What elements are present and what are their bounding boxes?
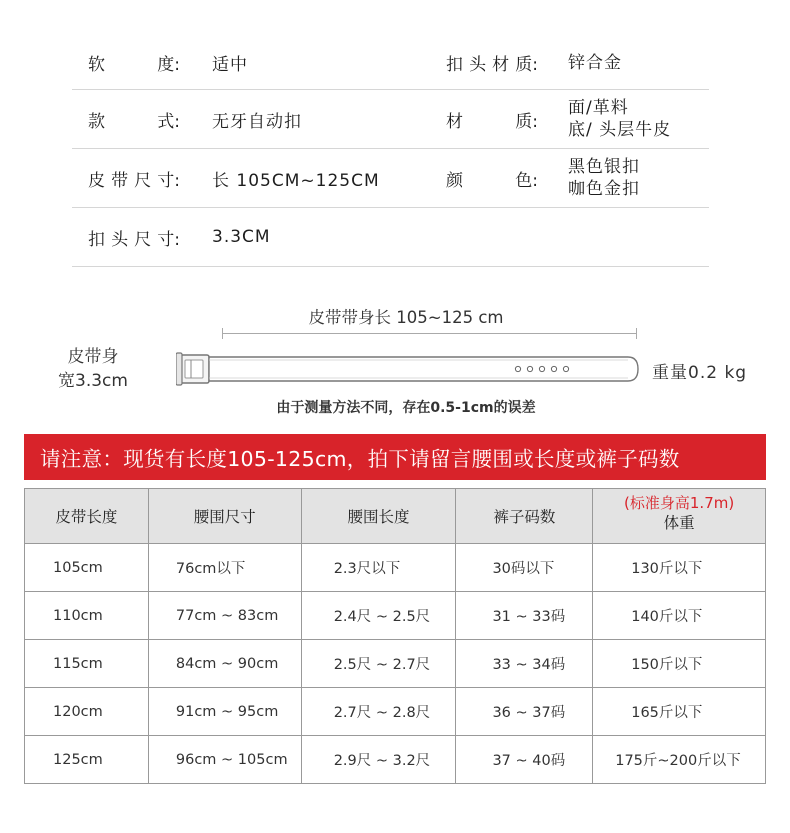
spec-value-material: 面/革料 底/ 头层牛皮 bbox=[568, 98, 672, 140]
spec-value-style: 无牙自动扣 bbox=[212, 111, 302, 132]
cell-waist-length: 2.5尺 ~ 2.7尺 bbox=[301, 640, 456, 688]
measurement-note: 由于测量方法不同，存在0.5-1cm的误差 bbox=[276, 400, 536, 416]
cell-waist-size: 77cm ~ 83cm bbox=[148, 592, 301, 640]
cell-weight: 150斤以下 bbox=[593, 640, 766, 688]
header-waist-size: 腰围尺寸 bbox=[148, 489, 301, 544]
spec-value-softness: 适中 bbox=[212, 55, 248, 75]
cell-pants-size: 36 ~ 37码 bbox=[456, 688, 593, 736]
spec-label-softness: 软 度: bbox=[88, 55, 180, 75]
cell-waist-length: 2.4尺 ~ 2.5尺 bbox=[301, 592, 456, 640]
cell-belt-length: 125cm bbox=[25, 736, 149, 784]
header-weight-note: (标准身高1.7m) bbox=[624, 493, 735, 512]
spec-label-color: 颜 色: bbox=[446, 170, 538, 191]
dimension-line bbox=[222, 333, 637, 334]
spec-value-color: 黑色银扣 咖色金扣 bbox=[568, 157, 640, 199]
cell-belt-length: 120cm bbox=[25, 688, 149, 736]
cell-waist-size: 76cm以下 bbox=[148, 544, 301, 592]
spec-value-belt-size: 长 105CM~125CM bbox=[212, 170, 380, 191]
spec-label-style: 款 式: bbox=[88, 111, 180, 132]
spec-table bbox=[72, 36, 709, 267]
spec-value-buckle-size: 3.3CM bbox=[212, 227, 271, 247]
cell-waist-length: 2.3尺以下 bbox=[301, 544, 456, 592]
cell-weight: 130斤以下 bbox=[593, 544, 766, 592]
header-waist-length: 腰围长度 bbox=[301, 489, 456, 544]
header-weight bbox=[593, 489, 766, 544]
spec-row bbox=[72, 36, 709, 90]
cell-pants-size: 33 ~ 34码 bbox=[456, 640, 593, 688]
cell-weight: 140斤以下 bbox=[593, 592, 766, 640]
cell-pants-size: 30码以下 bbox=[456, 544, 593, 592]
notice-banner: 请注意：现货有长度105-125cm，拍下请留言腰围或长度或裤子码数 bbox=[24, 434, 766, 480]
header-belt-length: 皮带长度 bbox=[25, 489, 149, 544]
spec-value-buckle-material: 锌合金 bbox=[568, 52, 622, 73]
cell-belt-length: 105cm bbox=[25, 544, 149, 592]
belt-length-label: 皮带带身长 105~125 cm bbox=[308, 308, 504, 327]
table-row bbox=[25, 640, 766, 688]
dimension-tick-left bbox=[222, 328, 223, 339]
spec-label-buckle-size: 扣 头 尺 寸: bbox=[88, 229, 180, 250]
cell-weight: 175斤~200斤以下 bbox=[593, 736, 766, 784]
size-table bbox=[24, 488, 766, 784]
cell-belt-length: 115cm bbox=[25, 640, 149, 688]
spec-row bbox=[72, 208, 709, 267]
spec-label-buckle-material: 扣 头 材 质: bbox=[446, 55, 538, 75]
cell-waist-length: 2.7尺 ~ 2.8尺 bbox=[301, 688, 456, 736]
cell-belt-length: 110cm bbox=[25, 592, 149, 640]
table-row bbox=[25, 688, 766, 736]
header-weight-label: 体重 bbox=[663, 513, 695, 532]
cell-waist-size: 91cm ~ 95cm bbox=[148, 688, 301, 736]
weight-label: 重量0.2 kg bbox=[652, 363, 748, 383]
cell-waist-length: 2.9尺 ~ 3.2尺 bbox=[301, 736, 456, 784]
cell-waist-size: 96cm ~ 105cm bbox=[148, 736, 301, 784]
table-row bbox=[25, 736, 766, 784]
belt-strap-icon bbox=[209, 357, 638, 381]
header-pants-size: 裤子码数 bbox=[456, 489, 593, 544]
cell-pants-size: 31 ~ 33码 bbox=[456, 592, 593, 640]
table-row bbox=[25, 592, 766, 640]
dimension-tick-right bbox=[636, 328, 637, 339]
belt-illustration-icon bbox=[176, 351, 642, 387]
size-table-header-row bbox=[25, 489, 766, 544]
table-row bbox=[25, 544, 766, 592]
belt-width-label: 皮带身 宽3.3cm bbox=[58, 347, 128, 391]
spec-label-material: 材 质: bbox=[446, 111, 538, 132]
spec-row bbox=[72, 149, 709, 208]
spec-row bbox=[72, 90, 709, 149]
spec-label-belt-size: 皮 带 尺 寸: bbox=[88, 170, 180, 191]
cell-waist-size: 84cm ~ 90cm bbox=[148, 640, 301, 688]
cell-pants-size: 37 ~ 40码 bbox=[456, 736, 593, 784]
cell-weight: 165斤以下 bbox=[593, 688, 766, 736]
